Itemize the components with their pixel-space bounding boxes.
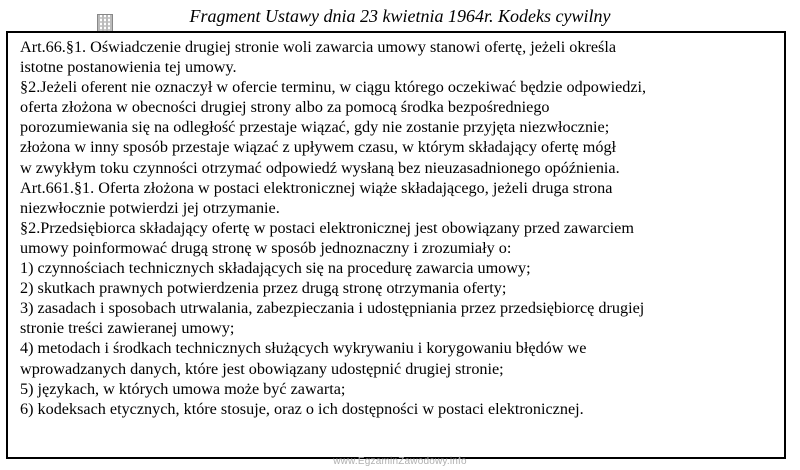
statute-text xyxy=(20,37,786,419)
text-line: 3) zasadach i sposobach utrwalania, zabezpieczania i udostępniania przez przedsiębiorcę drugiej xyxy=(20,299,645,318)
text-line: 5) językach, w których umowa może być zawarta; xyxy=(20,379,346,398)
text-line: 1) czynnościach technicznych składających się na procedurę zawarcia umowy; xyxy=(20,259,531,278)
text-line: porozumiewania się na odległość przestaje wiązać, gdy nie zostanie przyjęta niezwłocznie; xyxy=(20,118,610,137)
text-line: Art.66.§1. Oświadczenie drugiej stronie woli zawarcia umowy stanowi ofertę, jeżeli określa xyxy=(20,38,617,56)
text-line: złożona w inny sposób przestaje wiązać z upływem czasu, w którym składający ofertę mógł xyxy=(20,138,617,157)
text-line: umowy poinformować drugą stronę w sposób jednoznaczny i zrozumiały o: xyxy=(20,238,512,257)
text-line: w zwykłym toku czynności otrzymać odpowiedź wysłaną bez nieuzasadnionego opóźnienia. xyxy=(20,158,620,177)
text-line: Art.661.§1. Oferta złożona w postaci elektronicznej wiąże składającego, jeżeli druga strona xyxy=(20,178,613,197)
text-line: istotne postanowienia tej umowy. xyxy=(20,58,237,77)
text-line: 6) kodeksach etycznych, które stosuje, oraz o ich dostępności w postaci elektronicznej. xyxy=(20,399,584,418)
qr-code-icon xyxy=(97,14,113,32)
text-line: 2) skutkach prawnych potwierdzenia przez drugą stronę otrzymania oferty; xyxy=(20,279,507,298)
document-title: Fragment Ustawy dnia 23 kwietnia 1964r. Kodeks cywilny xyxy=(189,6,611,26)
text-line: §2.Jeżeli oferent nie oznaczył w ofercie terminu, w ciągu którego oczekiwać będzie odpowiedzi, xyxy=(20,78,647,97)
text-line: wprowadzanych danych, które jest obowiązany udostępnić drugiej stronie; xyxy=(20,359,504,378)
text-line: §2.Przedsiębiorca składający ofertę w postaci elektronicznej jest obowiązany przed zawarciem xyxy=(20,218,634,237)
text-line: stronie treści zawieranej umowy; xyxy=(20,319,235,338)
text-line: niezwłocznie potwierdzi jej otrzymanie. xyxy=(20,198,280,217)
text-line: 4) metodach i środkach technicznych służących wykrywaniu i korygowaniu błędów we xyxy=(20,339,587,358)
text-line: oferta złożona w obecności drugiej strony albo za pomocą środka bezpośredniego xyxy=(20,98,550,117)
watermark: www.EgzaminZawodowy.info xyxy=(333,456,467,467)
